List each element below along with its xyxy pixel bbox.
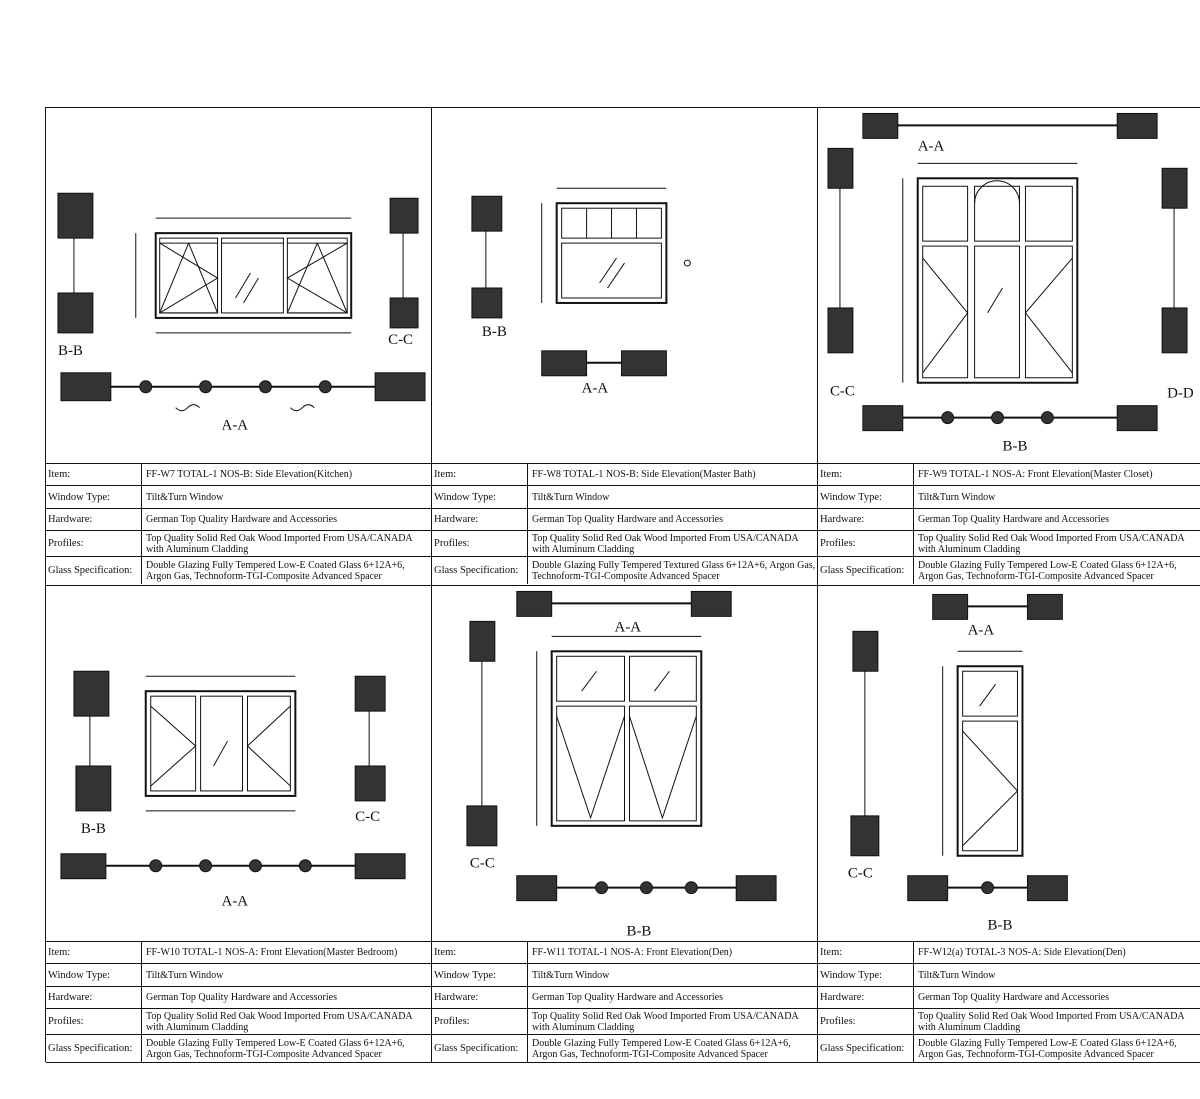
section-label-b-b: B-B xyxy=(481,323,507,340)
panel-ff-w8 xyxy=(432,108,818,586)
ff-w10-elevation-drawing xyxy=(46,586,431,941)
hardware-value: German Top Quality Hardware and Accessories xyxy=(532,514,723,525)
profiles-label: Profiles: xyxy=(818,1009,914,1034)
section-label-a-a: A-A xyxy=(967,622,995,639)
profiles-value: Top Quality Solid Red Oak Wood Imported From USA/CANADA with Aluminum Cladding xyxy=(146,1010,413,1033)
item-label: Item: xyxy=(432,942,528,963)
profiles-value: Top Quality Solid Red Oak Wood Imported From USA/CANADA with Aluminum Cladding xyxy=(532,532,799,555)
spec-table-ff-w7 xyxy=(46,463,431,584)
panel-ff-w12a xyxy=(818,586,1200,1063)
panel-ff-w11 xyxy=(432,586,818,1063)
ff-w11-elevation-drawing xyxy=(432,586,817,941)
glass-label: Glass Specification: xyxy=(818,1035,914,1062)
glass-label: Glass Specification: xyxy=(818,557,914,584)
item-label: Item: xyxy=(432,464,528,485)
section-label-d-d: D-D xyxy=(1167,385,1194,402)
section-label-c-c: C-C xyxy=(355,808,381,825)
section-label-a-a: A-A xyxy=(221,893,249,910)
spec-table-ff-w9 xyxy=(818,463,1200,584)
spec-table-ff-w10 xyxy=(46,941,431,1062)
item-label: Item: xyxy=(818,942,914,963)
window-type-label: Window Type: xyxy=(432,486,528,508)
window-type-value: Tilt&Turn Window xyxy=(532,491,610,503)
item-value: FF-W7 TOTAL-1 NOS-B: Side Elevation(Kitchen) xyxy=(146,469,353,480)
hardware-label: Hardware: xyxy=(818,509,914,530)
spec-table-ff-w8 xyxy=(432,463,817,584)
section-label-c-c: C-C xyxy=(829,383,855,400)
window-type-value: Tilt&Turn Window xyxy=(918,969,996,981)
window-type-value: Tilt&Turn Window xyxy=(146,491,224,503)
glass-value: Double Glazing Fully Tempered Low-E Coated Glass 6+12A+6, Argon Gas, Technoform-TGI-Composite Advanced Spacer xyxy=(146,1037,405,1060)
drawing-ff-w10 xyxy=(46,586,431,941)
panel-ff-w7 xyxy=(46,108,432,586)
window-type-label: Window Type: xyxy=(46,964,142,986)
drawing-ff-w12a xyxy=(818,586,1200,941)
section-label-a-a: A-A xyxy=(221,417,249,434)
section-label-a-a: A-A xyxy=(917,138,945,155)
hardware-label: Hardware: xyxy=(432,509,528,530)
section-label-c-c: C-C xyxy=(847,865,873,882)
profiles-value: Top Quality Solid Red Oak Wood Imported From USA/CANADA with Aluminum Cladding xyxy=(532,1010,799,1033)
item-value: FF-W11 TOTAL-1 NOS-A: Front Elevation(Den) xyxy=(532,947,733,958)
glass-label: Glass Specification: xyxy=(432,1035,528,1062)
profiles-label: Profiles: xyxy=(46,531,142,556)
glass-label: Glass Specification: xyxy=(46,557,142,584)
hardware-value: German Top Quality Hardware and Accessories xyxy=(918,514,1109,525)
window-type-label: Window Type: xyxy=(432,964,528,986)
hardware-label: Hardware: xyxy=(46,509,142,530)
item-label: Item: xyxy=(46,942,142,963)
window-type-label: Window Type: xyxy=(818,964,914,986)
window-type-value: Tilt&Turn Window xyxy=(918,491,996,503)
glass-label: Glass Specification: xyxy=(432,557,528,584)
window-schedule-sheet xyxy=(45,107,1200,1062)
section-label-b-b: B-B xyxy=(80,820,106,837)
section-label-c-c: C-C xyxy=(388,331,414,348)
ff-w12a-elevation-drawing xyxy=(818,586,1200,941)
window-type-value: Tilt&Turn Window xyxy=(532,969,610,981)
profiles-label: Profiles: xyxy=(432,1009,528,1034)
section-label-b-b: B-B xyxy=(1002,438,1028,455)
item-value: FF-W8 TOTAL-1 NOS-B: Side Elevation(Master Bath) xyxy=(532,469,756,480)
section-label-a-a: A-A xyxy=(581,380,609,397)
drawing-ff-w11 xyxy=(432,586,817,941)
spec-table-ff-w12a xyxy=(818,941,1200,1062)
drawing-ff-w9 xyxy=(818,108,1200,463)
section-label-a-a: A-A xyxy=(614,619,642,636)
profiles-label: Profiles: xyxy=(46,1009,142,1034)
ff-w7-elevation-drawing xyxy=(46,108,431,463)
glass-value: Double Glazing Fully Tempered Low-E Coated Glass 6+12A+6, Argon Gas, Technoform-TGI-Composite Advanced Spacer xyxy=(918,1037,1177,1060)
panel-ff-w10 xyxy=(46,586,432,1063)
ff-w9-elevation-drawing xyxy=(818,108,1200,463)
panel-ff-w9 xyxy=(818,108,1200,586)
section-label-b-b: B-B xyxy=(987,917,1013,934)
glass-value: Double Glazing Fully Tempered Low-E Coated Glass 6+12A+6, Argon Gas, Technoform-TGI-Composite Advanced Spacer xyxy=(918,559,1177,582)
glass-value: Double Glazing Fully Tempered Low-E Coated Glass 6+12A+6, Argon Gas, Technoform-TGI-Composite Advanced Spacer xyxy=(532,1037,791,1060)
window-type-label: Window Type: xyxy=(46,486,142,508)
window-type-label: Window Type: xyxy=(818,486,914,508)
item-value: FF-W9 TOTAL-1 NOS-A: Front Elevation(Master Closet) xyxy=(918,469,1153,480)
item-label: Item: xyxy=(818,464,914,485)
hardware-value: German Top Quality Hardware and Accessories xyxy=(918,992,1109,1003)
glass-label: Glass Specification: xyxy=(46,1035,142,1062)
drawing-ff-w8 xyxy=(432,108,817,463)
hardware-value: German Top Quality Hardware and Accessories xyxy=(146,992,337,1003)
glass-value: Double Glazing Fully Tempered Low-E Coated Glass 6+12A+6, Argon Gas, Technoform-TGI-Composite Advanced Spacer xyxy=(146,559,405,582)
section-label-c-c: C-C xyxy=(469,855,495,872)
hardware-value: German Top Quality Hardware and Accessories xyxy=(146,514,337,525)
section-label-b-b: B-B xyxy=(626,923,652,940)
window-type-value: Tilt&Turn Window xyxy=(146,969,224,981)
profiles-value: Top Quality Solid Red Oak Wood Imported From USA/CANADA with Aluminum Cladding xyxy=(918,532,1185,555)
profiles-value: Top Quality Solid Red Oak Wood Imported From USA/CANADA with Aluminum Cladding xyxy=(918,1010,1185,1033)
spec-table-ff-w11 xyxy=(432,941,817,1062)
item-label: Item: xyxy=(46,464,142,485)
hardware-value: German Top Quality Hardware and Accessories xyxy=(532,992,723,1003)
profiles-label: Profiles: xyxy=(432,531,528,556)
hardware-label: Hardware: xyxy=(46,987,142,1008)
ff-w8-elevation-drawing xyxy=(432,108,817,463)
hardware-label: Hardware: xyxy=(818,987,914,1008)
hardware-label: Hardware: xyxy=(432,987,528,1008)
glass-value: Double Glazing Fully Tempered Textured Glass 6+12A+6, Argon Gas, Technoform-TGI-Composite Advanced Spacer xyxy=(532,559,816,582)
item-value: FF-W10 TOTAL-1 NOS-A: Front Elevation(Master Bedroom) xyxy=(146,947,398,958)
item-value: FF-W12(a) TOTAL-3 NOS-A: Side Elevation(Den) xyxy=(918,947,1126,958)
profiles-value: Top Quality Solid Red Oak Wood Imported From USA/CANADA with Aluminum Cladding xyxy=(146,532,413,555)
profiles-label: Profiles: xyxy=(818,531,914,556)
drawing-ff-w7 xyxy=(46,108,431,463)
section-label-b-b: B-B xyxy=(57,342,83,359)
